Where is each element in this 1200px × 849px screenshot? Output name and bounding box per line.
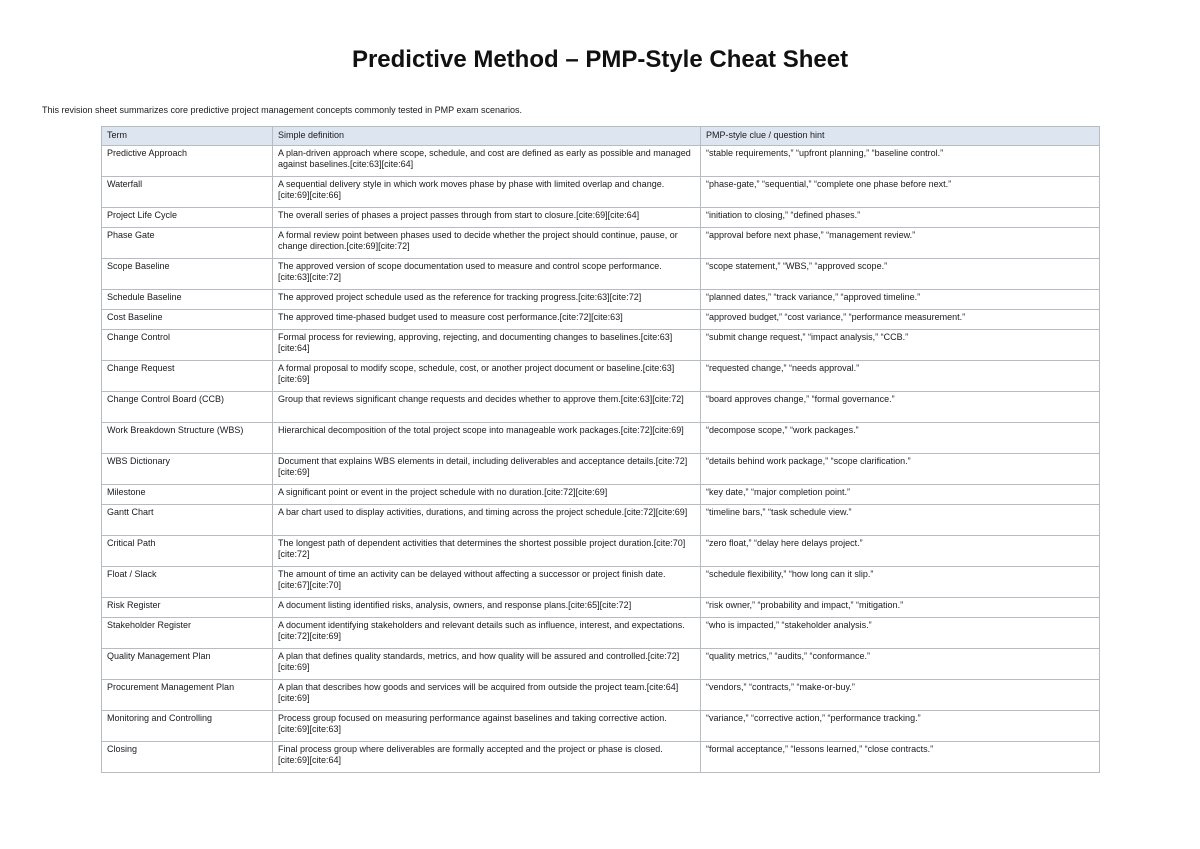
table-row	[102, 649, 1100, 680]
definition-cell: Process group focused on measuring performance against baselines and taking corrective action.[cite:69][cite:63]	[273, 711, 701, 742]
hint-cell: “planned dates,” “track variance,” “approved timeline.”	[701, 290, 1100, 310]
table-row	[102, 505, 1100, 536]
term-cell: Procurement Management Plan	[102, 680, 273, 711]
hint-cell: “risk owner,” “probability and impact,” “mitigation.”	[701, 598, 1100, 618]
definition-cell: A significant point or event in the project schedule with no duration.[cite:72][cite:69]	[273, 485, 701, 505]
term-cell: Phase Gate	[102, 228, 273, 259]
definition-cell: A document listing identified risks, analysis, owners, and response plans.[cite:65][cite:72]	[273, 598, 701, 618]
table-row	[102, 485, 1100, 505]
table-row	[102, 536, 1100, 567]
table-row	[102, 454, 1100, 485]
hint-cell: “scope statement,” “WBS,” “approved scope.”	[701, 259, 1100, 290]
hint-cell: “who is impacted,” “stakeholder analysis.”	[701, 618, 1100, 649]
hint-cell: “board approves change,” “formal governance.”	[701, 392, 1100, 423]
table-row	[102, 711, 1100, 742]
table-row	[102, 742, 1100, 773]
table-row	[102, 423, 1100, 454]
hint-cell: “timeline bars,” “task schedule view.”	[701, 505, 1100, 536]
term-cell: Critical Path	[102, 536, 273, 567]
term-cell: Milestone	[102, 485, 273, 505]
table-row	[102, 177, 1100, 208]
table-row	[102, 618, 1100, 649]
table-row	[102, 208, 1100, 228]
term-cell: Closing	[102, 742, 273, 773]
hint-cell: “formal acceptance,” “lessons learned,” “close contracts.”	[701, 742, 1100, 773]
hint-cell: “quality metrics,” “audits,” “conformance.”	[701, 649, 1100, 680]
hint-cell: “schedule flexibility,” “how long can it slip.”	[701, 567, 1100, 598]
term-cell: WBS Dictionary	[102, 454, 273, 485]
definition-cell: The approved time-phased budget used to measure cost performance.[cite:72][cite:63]	[273, 310, 701, 330]
definition-cell: The amount of time an activity can be delayed without affecting a successor or project finish date.[cite:67][cite:70]	[273, 567, 701, 598]
hint-cell: “initiation to closing,” “defined phases.”	[701, 208, 1100, 228]
definition-cell: A plan that defines quality standards, metrics, and how quality will be assured and controlled.[cite:72][cite:69]	[273, 649, 701, 680]
hint-cell: “decompose scope,” “work packages.”	[701, 423, 1100, 454]
definition-cell: A plan that describes how goods and services will be acquired from outside the project team.[cite:64][cite:69]	[273, 680, 701, 711]
table-header-row	[102, 127, 1100, 146]
term-cell: Gantt Chart	[102, 505, 273, 536]
table-row	[102, 567, 1100, 598]
table-row	[102, 228, 1100, 259]
term-cell: Change Request	[102, 361, 273, 392]
definition-cell: A sequential delivery style in which work moves phase by phase with limited overlap and change.[cite:69][cite:66]	[273, 177, 701, 208]
term-cell: Float / Slack	[102, 567, 273, 598]
term-cell: Quality Management Plan	[102, 649, 273, 680]
table-row	[102, 680, 1100, 711]
column-header-definition: Simple definition	[273, 127, 701, 146]
table-row	[102, 361, 1100, 392]
definition-cell: The approved project schedule used as the reference for tracking progress.[cite:63][cite:72]	[273, 290, 701, 310]
definition-cell: Final process group where deliverables are formally accepted and the project or phase is closed.[cite:69][cite:64]	[273, 742, 701, 773]
term-cell: Monitoring and Controlling	[102, 711, 273, 742]
table-row	[102, 310, 1100, 330]
definition-cell: A document identifying stakeholders and relevant details such as influence, interest, and expectations.[cite:72][cite:69]	[273, 618, 701, 649]
term-cell: Risk Register	[102, 598, 273, 618]
term-cell: Cost Baseline	[102, 310, 273, 330]
definition-cell: Group that reviews significant change requests and decides whether to approve them.[cite:63][cite:72]	[273, 392, 701, 423]
definition-cell: A bar chart used to display activities, durations, and timing across the project schedule.[cite:72][cite:69]	[273, 505, 701, 536]
definition-cell: The longest path of dependent activities that determines the shortest possible project duration.[cite:70][cite:72]	[273, 536, 701, 567]
table-row	[102, 290, 1100, 310]
definition-cell: A formal proposal to modify scope, schedule, cost, or another project document or baseline.[cite:63][cite:69]	[273, 361, 701, 392]
column-header-hint: PMP-style clue / question hint	[701, 127, 1100, 146]
term-cell: Change Control	[102, 330, 273, 361]
table-row	[102, 392, 1100, 423]
cheat-sheet-table	[101, 126, 1100, 773]
definition-cell: A formal review point between phases used to decide whether the project should continue, pause, or change direction.[cite:69][cite:72]	[273, 228, 701, 259]
table-row	[102, 598, 1100, 618]
hint-cell: “approval before next phase,” “management review.”	[701, 228, 1100, 259]
definition-cell: Hierarchical decomposition of the total project scope into manageable work packages.[cite:72][cite:69]	[273, 423, 701, 454]
intro-paragraph: This revision sheet summarizes core predictive project management concepts commonly tested in PMP exam scenarios.	[42, 105, 523, 115]
hint-cell: “requested change,” “needs approval.”	[701, 361, 1100, 392]
column-header-term: Term	[102, 127, 273, 146]
table-row	[102, 259, 1100, 290]
hint-cell: “vendors,” “contracts,” “make-or-buy.”	[701, 680, 1100, 711]
table-row	[102, 330, 1100, 361]
hint-cell: “key date,” “major completion point.”	[701, 485, 1100, 505]
hint-cell: “submit change request,” “impact analysis,” “CCB.”	[701, 330, 1100, 361]
hint-cell: “zero float,” “delay here delays project.”	[701, 536, 1100, 567]
term-cell: Stakeholder Register	[102, 618, 273, 649]
definition-cell: Formal process for reviewing, approving, rejecting, and documenting changes to baselines.[cite:63][cite:64]	[273, 330, 701, 361]
definition-cell: The overall series of phases a project passes through from start to closure.[cite:69][cite:64]	[273, 208, 701, 228]
definition-cell: The approved version of scope documentation used to measure and control scope performance.[cite:63][cite:72]	[273, 259, 701, 290]
hint-cell: “phase-gate,” “sequential,” “complete one phase before next.”	[701, 177, 1100, 208]
hint-cell: “variance,” “corrective action,” “performance tracking.”	[701, 711, 1100, 742]
definition-cell: A plan-driven approach where scope, schedule, and cost are defined as early as possible and managed against baselines.[cite:63][cite:64]	[273, 146, 701, 177]
table-row	[102, 146, 1100, 177]
hint-cell: “approved budget,” “cost variance,” “performance measurement.”	[701, 310, 1100, 330]
term-cell: Scope Baseline	[102, 259, 273, 290]
term-cell: Schedule Baseline	[102, 290, 273, 310]
term-cell: Work Breakdown Structure (WBS)	[102, 423, 273, 454]
definition-cell: Document that explains WBS elements in detail, including deliverables and acceptance details.[cite:72][cite:69]	[273, 454, 701, 485]
term-cell: Predictive Approach	[102, 146, 273, 177]
term-cell: Waterfall	[102, 177, 273, 208]
page-title: Predictive Method – PMP-Style Cheat Sheet	[351, 46, 849, 73]
term-cell: Change Control Board (CCB)	[102, 392, 273, 423]
hint-cell: “stable requirements,” “upfront planning,” “baseline control.”	[701, 146, 1100, 177]
term-cell: Project Life Cycle	[102, 208, 273, 228]
hint-cell: “details behind work package,” “scope clarification.”	[701, 454, 1100, 485]
